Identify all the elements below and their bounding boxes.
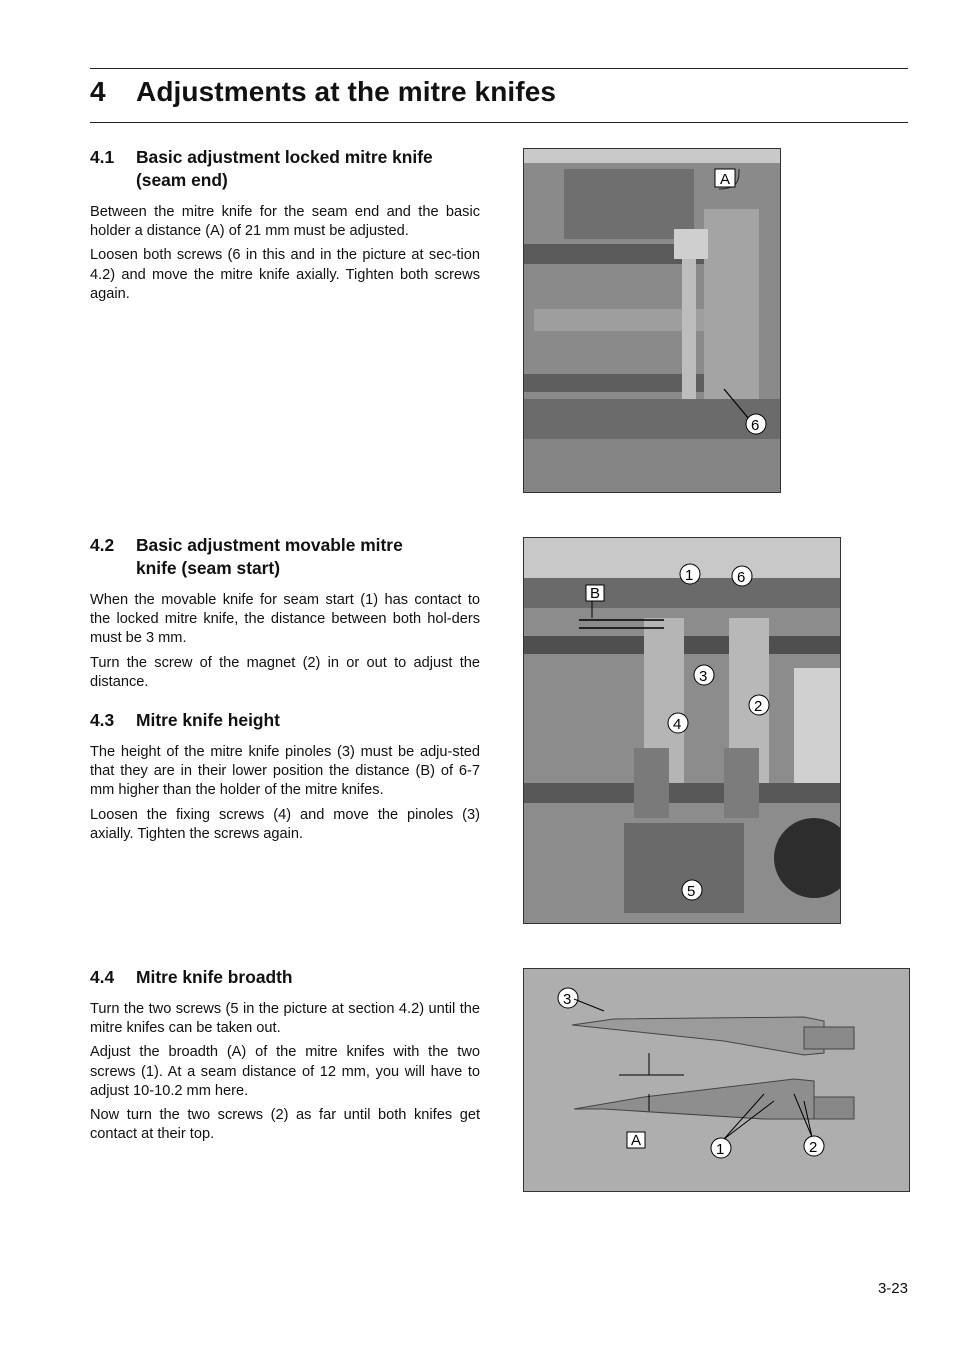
callout-a: A xyxy=(631,1132,642,1149)
section-heading xyxy=(90,709,480,732)
chapter-heading xyxy=(90,76,556,108)
section-number: 4.1 xyxy=(90,147,115,167)
section-heading xyxy=(90,966,480,989)
callout-4: 4 xyxy=(673,716,682,733)
section-4-2 xyxy=(90,534,480,697)
section-4-3 xyxy=(90,709,480,849)
callout-5: 5 xyxy=(687,883,696,900)
callout-3: 3 xyxy=(563,991,572,1008)
paragraph: Turn the screw of the magnet (2) in or out to adjust the distance. xyxy=(90,654,480,690)
chapter-title: Adjustments at the mitre knifes xyxy=(136,76,557,107)
top-rule xyxy=(90,68,908,69)
section-number: 4.2 xyxy=(90,535,115,555)
paragraph: The height of the mitre knife pinoles (3) must be adju-sted that they are in their lower position the distance (B) of 6-7 mm higher than the holder of the mitre knifes. xyxy=(90,744,480,799)
callout-2: 2 xyxy=(754,698,763,715)
section-title-line1: Basic adjustment movable mitre xyxy=(136,535,403,555)
photo-mitre-knife-broadth xyxy=(523,968,910,1192)
chapter-number: 4 xyxy=(90,76,106,107)
section-title-line2: (seam end) xyxy=(136,170,228,190)
callout-b: B xyxy=(590,585,601,602)
section-title: Mitre knife height xyxy=(136,710,280,730)
callout-3: 3 xyxy=(699,668,708,685)
paragraph: When the movable knife for seam start (1) has contact to the locked mitre knife, the distance between both hol-ders must be 3 mm. xyxy=(90,592,480,647)
callout-6: 6 xyxy=(737,569,746,586)
callout-6: 6 xyxy=(751,417,760,434)
section-title: Mitre knife broadth xyxy=(136,967,293,987)
section-4-1 xyxy=(90,146,480,309)
paragraph: Loosen both screws (6 in this and in the picture at sec-tion 4.2) and move the mitre knife axially. Tighten both screws again. xyxy=(90,247,480,302)
callout-1: 1 xyxy=(685,567,694,584)
paragraph: Between the mitre knife for the seam end and the basic holder a distance (A) of 21 mm must be adjusted. xyxy=(90,204,480,240)
paragraph: Loosen the fixing screws (4) and move the pinoles (3) axially. Tighten the screws again. xyxy=(90,806,480,842)
heading-rule xyxy=(90,122,908,123)
page-number: 3-23 xyxy=(877,1280,908,1297)
paragraph: Turn the two screws (5 in the picture at section 4.2) until the mitre knifes can be taken out. xyxy=(90,1001,480,1037)
callout-1: 1 xyxy=(716,1141,725,1158)
photo-locked-mitre-knife xyxy=(523,148,781,493)
section-4-4 xyxy=(90,966,480,1149)
callout-2: 2 xyxy=(809,1139,818,1156)
section-title-line2: knife (seam start) xyxy=(136,558,281,578)
callout-a: A xyxy=(720,171,731,188)
section-number: 4.4 xyxy=(90,967,115,987)
paragraph: Adjust the broadth (A) of the mitre knifes with the two screws (1). At a seam distance of 12 mm, you will have to adjust 10-10.2 mm here. xyxy=(90,1044,480,1099)
section-title-line1: Basic adjustment locked mitre knife xyxy=(136,147,433,167)
paragraph: Now turn the two screws (2) as far until both knifes get contact at their top. xyxy=(90,1107,480,1143)
section-number: 4.3 xyxy=(90,710,115,730)
section-heading xyxy=(90,534,480,580)
section-heading xyxy=(90,146,480,192)
photo-movable-mitre-knife xyxy=(523,537,841,924)
